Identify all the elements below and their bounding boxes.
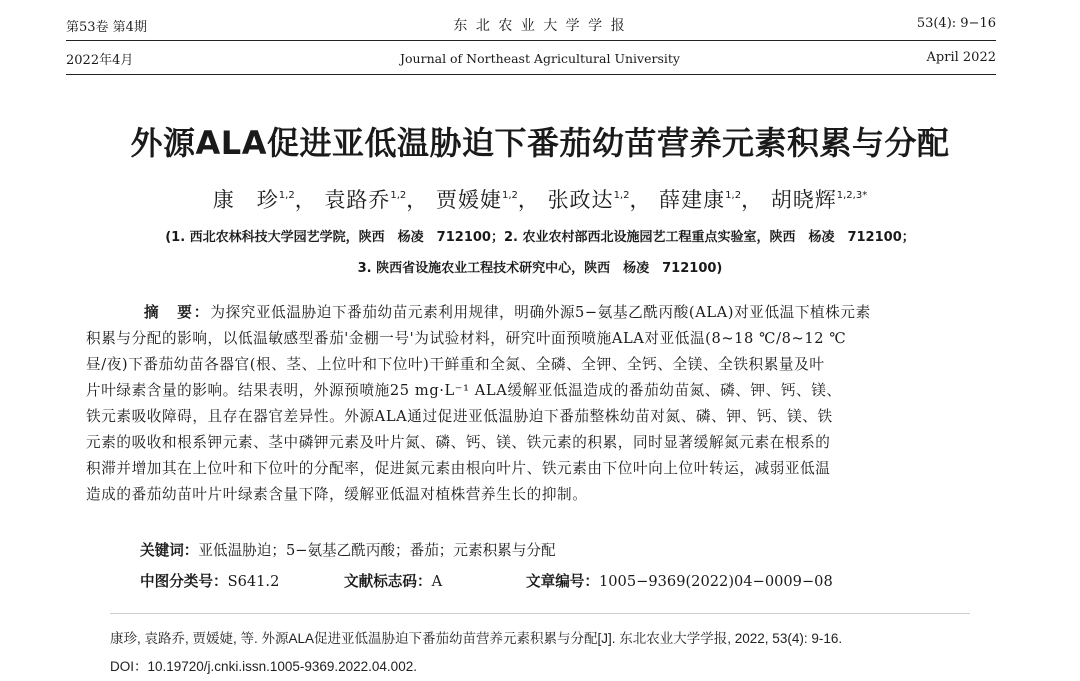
author-separator: ， bbox=[741, 188, 764, 212]
author-name: 康 珍 bbox=[212, 188, 279, 212]
abstract-line: 摘 要：为探究亚低温胁迫下番茄幼苗元素利用规律，明确外源5−氨基乙酰丙酸(ALA)对亚低温下植株元素 bbox=[144, 304, 871, 321]
abstract-line: 积累与分配的影响，以低温敏感型番茄'金棚一号'为试验材料，研究叶面预喷施ALA对亚低温(8~18 ℃/8~12 ℃ bbox=[86, 330, 847, 347]
article-number-value: 1005−9369(2022)04−0009−08 bbox=[598, 573, 833, 590]
author-name: 贾媛婕 bbox=[435, 188, 502, 212]
author-affiliation-mark: 1,2 bbox=[390, 190, 407, 201]
clc-value: S641.2 bbox=[227, 573, 280, 590]
keywords-label: 关键词： bbox=[140, 542, 199, 559]
abstract-line: 造成的番茄幼苗叶片叶绿素含量下降，缓解亚低温对植株营养生长的抑制。 bbox=[86, 486, 588, 503]
volume-issue: 第53卷 第4期 bbox=[66, 20, 147, 35]
keywords bbox=[140, 539, 556, 560]
author-separator: ， bbox=[629, 188, 652, 212]
page-range: 53(4): 9−16 bbox=[916, 16, 996, 31]
affiliation-line-1: (1. 西北农林科技大学园艺学院，陕西 杨凌 712100；2. 农业农村部西北设施园艺工程重点实验室，陕西 杨凌 712100； bbox=[165, 230, 915, 245]
author-separator: ， bbox=[406, 188, 429, 212]
paper-title: 外源ALA促进亚低温胁迫下番茄幼苗营养元素积累与分配 bbox=[130, 124, 950, 162]
journal-title-en: Journal of Northeast Agricultural University bbox=[400, 51, 680, 66]
citation-rule bbox=[110, 613, 970, 614]
header-rule-top bbox=[66, 40, 996, 41]
author-name: 薛建康 bbox=[659, 188, 726, 212]
author-separator: ， bbox=[517, 188, 540, 212]
clc-number bbox=[140, 570, 279, 591]
document-code-label: 文献标志码： bbox=[344, 573, 432, 590]
article-number bbox=[526, 570, 833, 591]
author-affiliation-mark: 1,2 bbox=[613, 190, 630, 201]
date-en: April 2022 bbox=[926, 50, 996, 65]
author-name: 胡晓辉 bbox=[770, 188, 837, 212]
keywords-text: 亚低温胁迫；5−氨基乙酰丙酸；番茄；元素积累与分配 bbox=[198, 542, 556, 559]
author-name: 袁路乔 bbox=[324, 188, 391, 212]
author-affiliation-mark: 1,2 bbox=[725, 190, 742, 201]
affiliation-line-2: 3. 陕西省设施农业工程技术研究中心，陕西 杨凌 712100) bbox=[357, 261, 723, 276]
author-list bbox=[0, 184, 1080, 214]
abstract-line: 片叶绿素含量的影响。结果表明，外源预喷施25 mg·L⁻¹ ALA缓解亚低温造成的番茄幼苗氮、磷、钾、钙、镁、 bbox=[86, 382, 842, 399]
journal-title-cn: 东 北 农 业 大 学 学 报 bbox=[453, 18, 627, 34]
article-number-label: 文章编号： bbox=[526, 573, 599, 590]
abstract-line: 昼/夜)下番茄幼苗各器官(根、茎、上位叶和下位叶)干鲜重和全氮、全磷、全钾、全钙、全镁、全铁积累量及叶 bbox=[86, 356, 825, 373]
clc-label: 中图分类号： bbox=[140, 573, 228, 590]
author-name: 张政达 bbox=[547, 188, 614, 212]
author-affiliation-mark: 1,2 bbox=[278, 190, 295, 201]
document-code-value: A bbox=[431, 573, 443, 590]
author-affiliation-mark: 1,2,3* bbox=[836, 190, 868, 201]
header-rule-bottom bbox=[66, 74, 996, 75]
citation-line: 康珍, 袁路乔, 贾媛婕, 等. 外源ALA促进亚低温胁迫下番茄幼苗营养元素积累与分配[J]. 东北农业大学学报, 2022, 53(4): 9-16. bbox=[110, 631, 843, 646]
abstract-line: 铁元素吸收障碍，且存在器官差异性。外源ALA通过促进亚低温胁迫下番茄整株幼苗对氮、磷、钾、钙、镁、铁 bbox=[86, 408, 833, 425]
doi-line: DOI：10.19720/j.cnki.issn.1005-9369.2022.04.002. bbox=[110, 659, 417, 674]
abstract-line: 积滞并增加其在上位叶和下位叶的分配率，促进氮元素由根向叶片、铁元素由下位叶向上位叶转运，减弱亚低温 bbox=[86, 460, 831, 477]
date-cn: 2022年4月 bbox=[66, 53, 134, 68]
abstract-line: 元素的吸收和根系钾元素、茎中磷钾元素及叶片氮、磷、钙、镁、铁元素的积累，同时显著缓解氮元素在根系的 bbox=[86, 434, 831, 451]
author-affiliation-mark: 1,2 bbox=[501, 190, 518, 201]
abstract-label: 摘 要： bbox=[144, 304, 211, 321]
document-code bbox=[344, 570, 442, 591]
abstract bbox=[86, 300, 958, 508]
author-separator: ， bbox=[294, 188, 317, 212]
